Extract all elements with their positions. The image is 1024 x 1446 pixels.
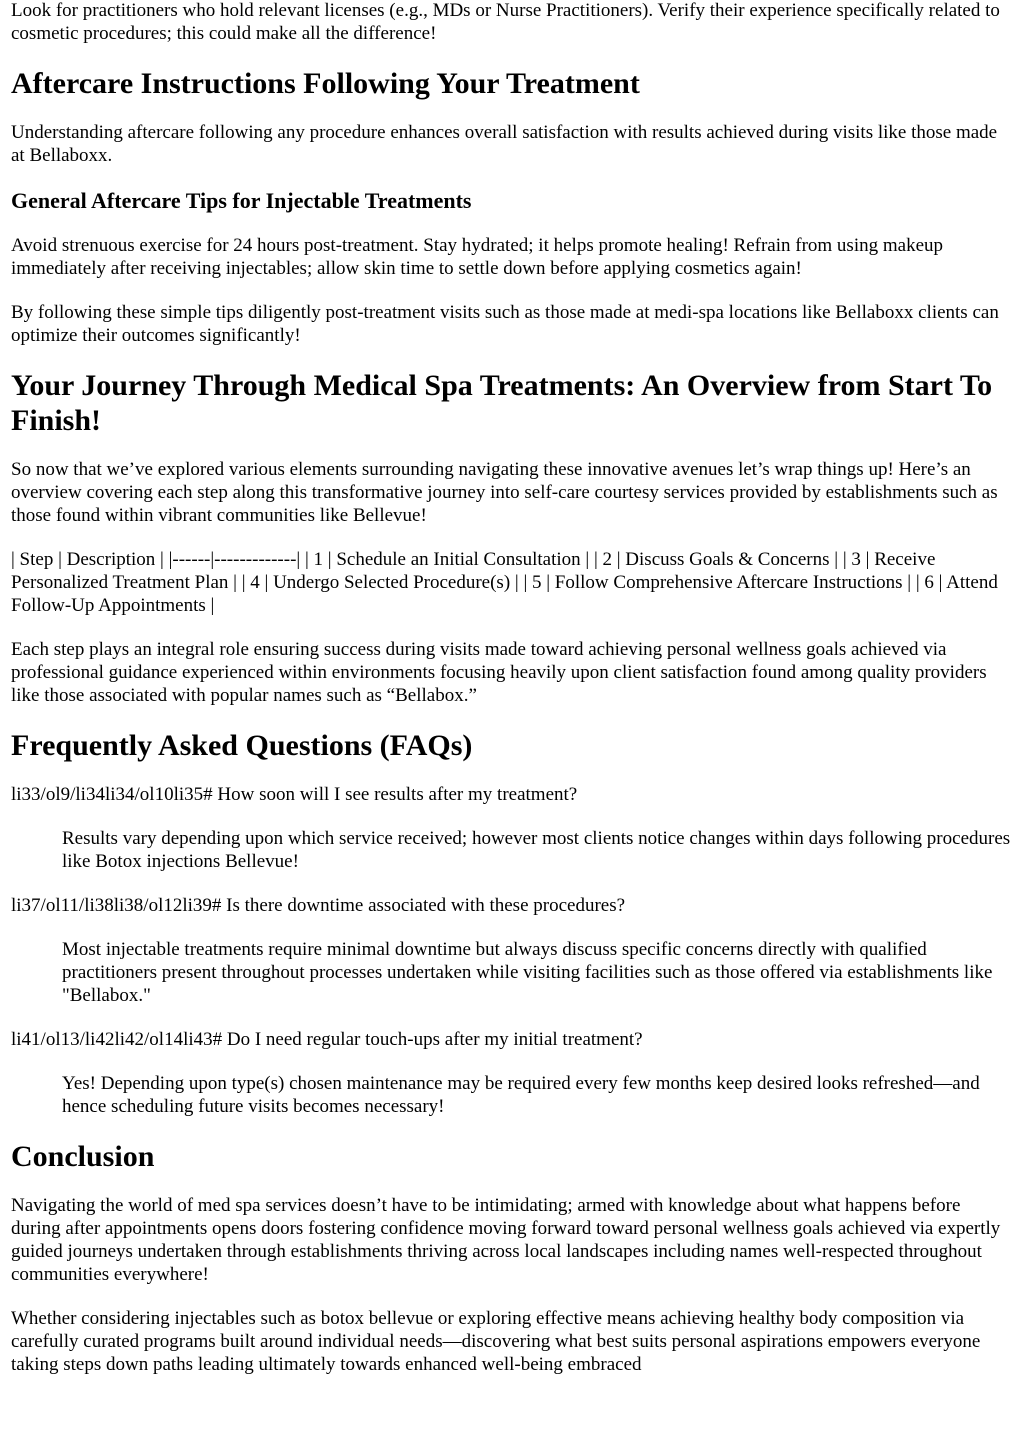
conclusion-heading: Conclusion xyxy=(11,1140,155,1173)
faq-answer: Most injectable treatments require minimal downtime but always discuss specific concerns directly with qualified practitioners present throughout processes undertaken while visiting facilities such as those offered via establishments like "Bellabox." xyxy=(62,939,993,1006)
aftercare-tips-subheading: General Aftercare Tips for Injectable Treatments xyxy=(11,188,472,213)
journey-steps-table-text: | Step | Description | |------|-------------| | 1 | Schedule an Initial Consultation | | 2 | Discuss Goals & Concerns | | 3 | Receive Personalized Treatment Plan | | 4 | Undergo Selected Procedure(s) | | 5 | Follow Comprehensive Aftercare Instructions | | 6 | Attend Follow-Up Appointments | xyxy=(11,549,998,616)
conclusion-paragraph: Navigating the world of med spa services doesn’t have to be intimidating; armed with knowledge about what happens before during after appointments opens doors fostering confidence moving forward toward personal wellness goals achieved via expertly guided journeys undertaken through establishments thriving across local landscapes including names well-respected throughout communities everywhere! xyxy=(11,1195,1001,1285)
faq-answer: Results vary depending upon which service received; however most clients notice changes within days following procedures like Botox injections Bellevue! xyxy=(62,828,1011,872)
aftercare-heading: Aftercare Instructions Following Your Treatment xyxy=(11,67,640,100)
faq-question: li41/ol13/li42li42/ol14li43# Do I need regular touch-ups after my initial treatment? xyxy=(11,1029,643,1050)
faq-answer: Yes! Depending upon type(s) chosen maintenance may be required every few months keep desired looks refreshed—and hence scheduling future visits becomes necessary! xyxy=(62,1073,980,1117)
aftercare-closing-paragraph: By following these simple tips diligently post-treatment visits such as those made at medi-spa locations like Bellaboxx clients can optimize their outcomes significantly! xyxy=(11,302,999,346)
journey-heading: Your Journey Through Medical Spa Treatments: An Overview from Start To Finish! xyxy=(11,369,993,437)
faq-question: li33/ol9/li34li34/ol10li35# How soon will I see results after my treatment? xyxy=(11,784,578,805)
intro-paragraph: Look for practitioners who hold relevant licenses (e.g., MDs or Nurse Practitioners). Verify their experience specifically related to cosmetic procedures; this could make all the difference! xyxy=(11,0,1000,44)
journey-paragraph: So now that we’ve explored various elements surrounding navigating these innovative avenues let’s wrap things up! Here’s an overview covering each step along this transformative journey into self-care courtesy services provided by establishments such as those found within vibrant communities like Bellevue! xyxy=(11,459,998,526)
aftercare-paragraph: Understanding aftercare following any procedure enhances overall satisfaction with results achieved during visits like those made at Bellaboxx. xyxy=(11,122,998,166)
journey-closing-paragraph: Each step plays an integral role ensuring success during visits made toward achieving personal wellness goals achieved via professional guidance experienced within environments focusing heavily upon client satisfaction found among quality providers like those associated with popular names such as “Bellabox.” xyxy=(11,639,987,706)
faq-heading: Frequently Asked Questions (FAQs) xyxy=(11,729,473,762)
faq-question: li37/ol11/li38li38/ol12li39# Is there downtime associated with these procedures? xyxy=(11,895,626,916)
aftercare-tips-paragraph: Avoid strenuous exercise for 24 hours post-treatment. Stay hydrated; it helps promote healing! Refrain from using makeup immediately after receiving injectables; allow skin time to settle down before applying cosmetics again! xyxy=(11,235,944,279)
conclusion-paragraph: Whether considering injectables such as botox bellevue or exploring effective means achieving healthy body composition via carefully curated programs built around individual needs—discovering what best suits personal aspirations empowers everyone taking steps down paths leading ultimately towards enhanced well-being embraced xyxy=(11,1308,981,1375)
